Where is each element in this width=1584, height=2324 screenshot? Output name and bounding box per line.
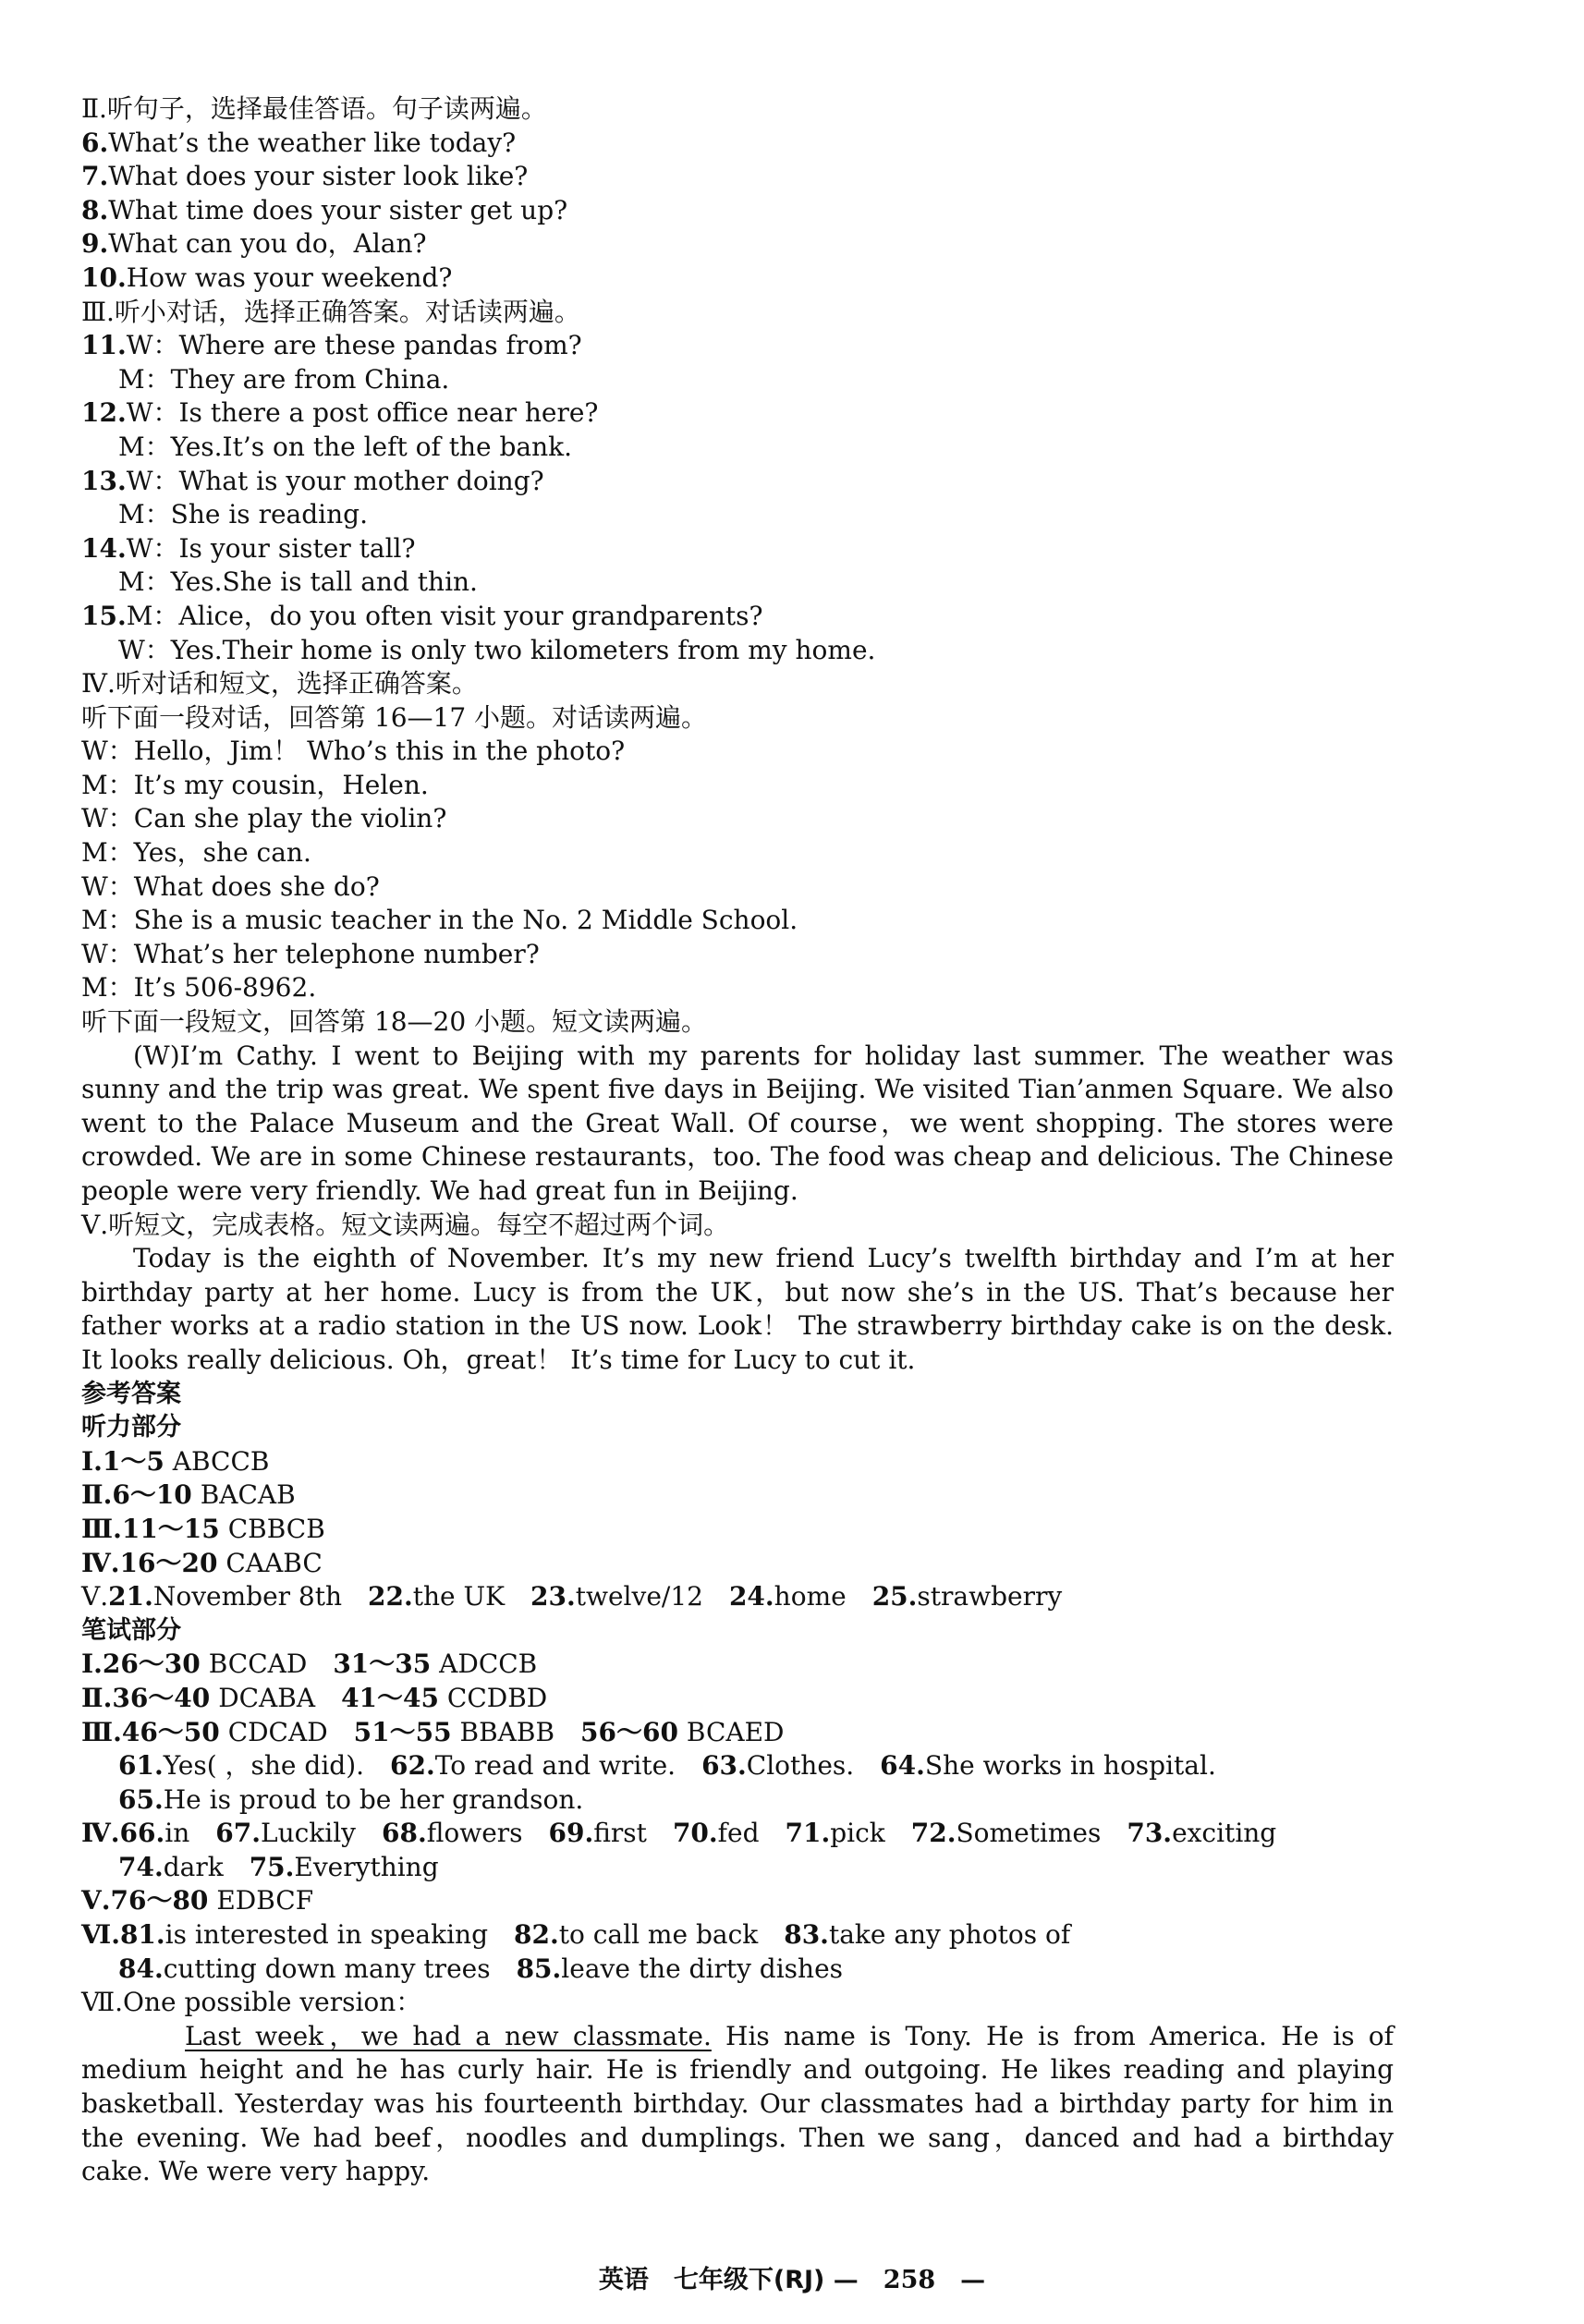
- script-line: [81, 904, 1394, 938]
- roman-label: Ⅳ.: [81, 1818, 120, 1849]
- line-text: 听下面一段对话，回答第 16—17 小题。对话读两遍。: [81, 701, 708, 733]
- line-text: M：Yes.She is tall and thin.: [118, 566, 478, 598]
- answer-text: cutting down many trees: [163, 1953, 491, 1984]
- answer-number: 23.: [530, 1581, 576, 1612]
- script-line: [81, 938, 1394, 972]
- written-heading: 笔试部分: [81, 1615, 181, 1645]
- script-line: [81, 971, 1394, 1005]
- line-text: M：It’s my cousin，Helen.: [81, 769, 429, 800]
- answer-text: dark: [163, 1851, 224, 1882]
- line-text: M：Yes.It’s on the left of the bank.: [118, 431, 573, 462]
- composition-text: His name is Tony. He is from America. He is of medium height and he has curly hair. He is friendly and outgoing. He likes reading and playing basketball. Yesterday was his fourteenth birthday. Our classmates had a birthday party for him in the evening. We had beef，noodles and dumplings. Then we sang，danced and had a birthday cake. We were very happy.: [81, 2020, 1394, 2187]
- answer-text: November 8th: [152, 1581, 343, 1612]
- answer-text: Sometimes: [956, 1818, 1102, 1849]
- answer-number: 41～45: [341, 1682, 440, 1713]
- answer-text: CCDBD: [446, 1682, 548, 1713]
- answer-text: BBABB: [459, 1716, 555, 1747]
- answer-text: CAABC: [225, 1547, 323, 1578]
- roman-label: Ⅵ.: [81, 1919, 120, 1951]
- item-number: 7.: [81, 161, 109, 192]
- answer-text: Everything: [294, 1851, 439, 1882]
- listening-answer-row: [81, 1478, 1394, 1513]
- line-text: W：What is your mother doing?: [126, 465, 544, 496]
- line-text: 听下面一段短文，回答第 18—20 小题。短文读两遍。: [81, 1006, 708, 1038]
- answer-number: 65.: [118, 1783, 164, 1815]
- answer-number: 84.: [118, 1953, 164, 1984]
- line-text: Ⅱ.听句子，选择最佳答语。句子读两遍。: [81, 93, 547, 124]
- script-line: [81, 396, 1394, 431]
- script-line: [81, 870, 1394, 905]
- answers-heading: 参考答案: [81, 1379, 181, 1408]
- item-number: 12.: [81, 397, 127, 429]
- script-line: [81, 465, 1394, 499]
- item-number: 15.: [81, 600, 127, 631]
- script-line: [81, 836, 1394, 870]
- answer-number: 66.: [119, 1818, 165, 1849]
- written-iv-answers-cont: [81, 1851, 1394, 1885]
- answer-text: CDCAD: [227, 1716, 328, 1747]
- line-text: W：Can she play the violin?: [81, 803, 447, 834]
- answer-text: twelve/12: [575, 1581, 703, 1612]
- answer-number: 82.: [514, 1919, 559, 1951]
- answer-text: BCCAD: [208, 1649, 308, 1680]
- answer-text: Yes( ，she did).: [163, 1750, 365, 1782]
- answer-text: Clothes.: [746, 1750, 855, 1782]
- answer-text: first: [593, 1818, 647, 1849]
- line-text: M：They are from China.: [118, 363, 450, 395]
- answer-number: 31～35: [333, 1649, 432, 1680]
- page-content: [81, 92, 1394, 2189]
- line-text: W：Where are these pandas from?: [126, 330, 582, 361]
- answer-number: 71.: [785, 1818, 831, 1849]
- answer-text: ADCCB: [439, 1649, 538, 1680]
- answer-text: home: [774, 1581, 847, 1612]
- script-line: [81, 160, 1394, 194]
- answer-text: She works in hospital.: [924, 1750, 1216, 1782]
- answer-text: BCAED: [686, 1716, 785, 1747]
- written-iii-answer-65: [81, 1783, 1394, 1818]
- line-text: How was your weekend?: [126, 262, 453, 293]
- script-line: [81, 701, 1394, 736]
- line-text: What time does your sister get up?: [108, 194, 568, 225]
- answer-text: flowers: [426, 1818, 523, 1849]
- line-text: What can you do，Alan?: [108, 228, 427, 260]
- answer-number: 68.: [381, 1818, 427, 1849]
- script-line: [81, 566, 1394, 600]
- answer-number: 24.: [728, 1581, 774, 1612]
- script-line: [81, 667, 1394, 701]
- listening-answers: [81, 1445, 1394, 1580]
- answer-number: 73.: [1127, 1818, 1173, 1849]
- answer-number: 67.: [215, 1818, 261, 1849]
- written-ii-answers: [81, 1682, 1394, 1716]
- line-text: What’s the weather like today?: [108, 127, 517, 158]
- answer-number: Ⅰ.26～30: [81, 1649, 201, 1680]
- item-number: 9.: [81, 228, 109, 260]
- script-line: [81, 498, 1394, 532]
- answer-text: ABCCB: [172, 1445, 270, 1477]
- written-vi-answers: [81, 1918, 1394, 1953]
- answer-text: leave the dirty dishes: [561, 1953, 844, 1984]
- answer-text: strawberry: [917, 1581, 1063, 1612]
- answer-number: 51～55: [353, 1716, 452, 1747]
- answer-number: 22.: [368, 1581, 413, 1612]
- page-footer: [0, 2259, 1584, 2295]
- answer-number: 63.: [701, 1750, 747, 1782]
- answer-number: 81.: [119, 1919, 165, 1951]
- written-v-answers: [81, 1884, 1394, 1918]
- footer-subject: 英语 七年级下(RJ): [598, 2266, 825, 2294]
- answer-text: fed: [717, 1818, 760, 1849]
- script-line: [81, 600, 1394, 634]
- script-line: [81, 92, 1394, 127]
- answer-number: Ⅳ.16～20: [81, 1547, 218, 1578]
- listening-v-answers: [81, 1580, 1394, 1614]
- answer-text: to call me back: [558, 1919, 759, 1951]
- roman-label: Ⅴ.: [81, 1581, 109, 1612]
- answer-number: 25.: [871, 1581, 918, 1612]
- answer-text: exciting: [1172, 1818, 1277, 1849]
- line-text: W：Yes.Their home is only two kilometers from my home.: [118, 634, 876, 665]
- line-text: W：Hello，Jim！ Who’s this in the photo?: [81, 736, 626, 767]
- answer-number: 75.: [249, 1851, 295, 1882]
- answer-text: take any photos of: [828, 1919, 1071, 1951]
- script-line: [81, 802, 1394, 836]
- answer-text: EDBCF: [216, 1885, 314, 1916]
- item-number: 8.: [81, 194, 109, 225]
- listening-answer-row: [81, 1547, 1394, 1581]
- passage-lucy: Today is the eighth of November. It’s my new friend Lucy’s twelfth birthday and I’m at her birthday party at her home. Lucy is from the UK，but now she’s in the US. That’s because her father works at a radio station in the US now. Look！ The strawberry birthday cake is on the desk. It looks really delicious. Oh，great！ It’s time for Lucy to cut it.: [81, 1243, 1394, 1375]
- script-line: [81, 735, 1394, 769]
- line-text: M：Yes，she can.: [81, 837, 311, 869]
- answer-number: Ⅱ.36～40: [81, 1682, 211, 1713]
- answer-number: 85.: [516, 1953, 562, 1984]
- script-line: [81, 769, 1394, 803]
- answer-number: Ⅲ.46～50: [81, 1716, 220, 1747]
- passage-cathy: (W)I’m Cathy. I went to Beijing with my parents for holiday last summer. The weather was sunny and the trip was great. We spent five days in Beijing. We visited Tian’anmen Square. We also went to the Palace Museum and the Great Wall. Of course，we went shopping. The stores were crowded. We are in some Chinese restaurants，too. The food was cheap and delicious. The Chinese people were very friendly. We had great fun in Beijing.: [81, 1040, 1394, 1206]
- script-line: [81, 634, 1394, 668]
- item-number: 13.: [81, 465, 127, 496]
- answer-number: 64.: [880, 1750, 925, 1782]
- answer-number: 74.: [118, 1851, 164, 1882]
- script-line: [81, 363, 1394, 397]
- line-text: W：What’s her telephone number?: [81, 938, 540, 969]
- sample-composition: [81, 2020, 1394, 2189]
- script-line: [81, 262, 1394, 296]
- answer-number: Ⅴ.76～80: [81, 1885, 209, 1916]
- line-text: What does your sister look like?: [108, 161, 529, 192]
- answer-text: Luckily: [260, 1818, 356, 1849]
- section-v-title: Ⅴ.听短文，完成表格。短文读两遍。每空不超过两个词。: [81, 1209, 730, 1240]
- item-number: 14.: [81, 532, 127, 564]
- script-line: [81, 1005, 1394, 1040]
- answer-number: 69.: [548, 1818, 594, 1849]
- written-iii-answers: [81, 1716, 1394, 1750]
- composition-underlined-sentence: Last week，we had a new classmate.: [185, 2020, 712, 2051]
- answer-text: He is proud to be her grandson.: [163, 1783, 584, 1815]
- written-iv-answers: [81, 1817, 1394, 1851]
- item-number: 6.: [81, 127, 109, 158]
- line-text: W：Is your sister tall?: [126, 532, 416, 564]
- line-text: Ⅲ.听小对话，选择正确答案。对话读两遍。: [81, 296, 580, 327]
- item-number: 10.: [81, 262, 127, 293]
- answer-number: Ⅱ.6～10: [81, 1479, 192, 1511]
- item-number: 11.: [81, 330, 127, 361]
- script-line: [81, 227, 1394, 262]
- answer-number: 62.: [390, 1750, 435, 1782]
- answer-number: 72.: [910, 1818, 956, 1849]
- answer-text: is interested in speaking: [164, 1919, 489, 1951]
- answer-number: 70.: [672, 1818, 718, 1849]
- answer-text: pick: [830, 1818, 885, 1849]
- answer-text: To read and write.: [434, 1750, 676, 1782]
- answer-text: BACAB: [200, 1479, 296, 1511]
- script-line: [81, 329, 1394, 363]
- line-text: M：She is reading.: [118, 499, 368, 530]
- listening-heading: 听力部分: [81, 1413, 181, 1442]
- line-text: Ⅳ.听对话和短文，选择正确答案。: [81, 668, 478, 700]
- answer-number: Ⅰ.1～5: [81, 1445, 164, 1477]
- line-text: M：Alice，do you often visit your grandparents?: [126, 600, 763, 631]
- line-text: M：She is a music teacher in the No. 2 Middle School.: [81, 905, 798, 936]
- listening-answer-row: [81, 1445, 1394, 1479]
- listening-answer-row: [81, 1513, 1394, 1547]
- answer-number: 56～60: [580, 1716, 678, 1747]
- script-line: [81, 127, 1394, 161]
- answer-number: Ⅲ.11～15: [81, 1513, 220, 1544]
- script-line: [81, 194, 1394, 228]
- answer-text: in: [164, 1818, 190, 1849]
- answer-text: the UK: [412, 1581, 506, 1612]
- script-line: [81, 431, 1394, 465]
- line-text: W：What does she do?: [81, 870, 380, 902]
- script-line: [81, 532, 1394, 566]
- answer-text: CBBCB: [227, 1513, 325, 1544]
- listening-script: [81, 92, 1394, 1040]
- written-i-answers: [81, 1648, 1394, 1682]
- written-vii-label: Ⅶ.One possible version：: [81, 1987, 422, 2018]
- answer-number: 61.: [118, 1750, 164, 1782]
- answer-number: 83.: [784, 1919, 829, 1951]
- answer-number: 21.: [108, 1581, 153, 1612]
- script-line: [81, 296, 1394, 330]
- written-iii-short-answers: [81, 1749, 1394, 1783]
- page-number: — 258 —: [833, 2266, 986, 2294]
- line-text: M：It’s 506-8962.: [81, 972, 317, 1004]
- answer-text: DCABA: [218, 1682, 316, 1713]
- line-text: W：Is there a post office near here?: [126, 397, 599, 429]
- written-vi-answers-cont: [81, 1953, 1394, 1987]
